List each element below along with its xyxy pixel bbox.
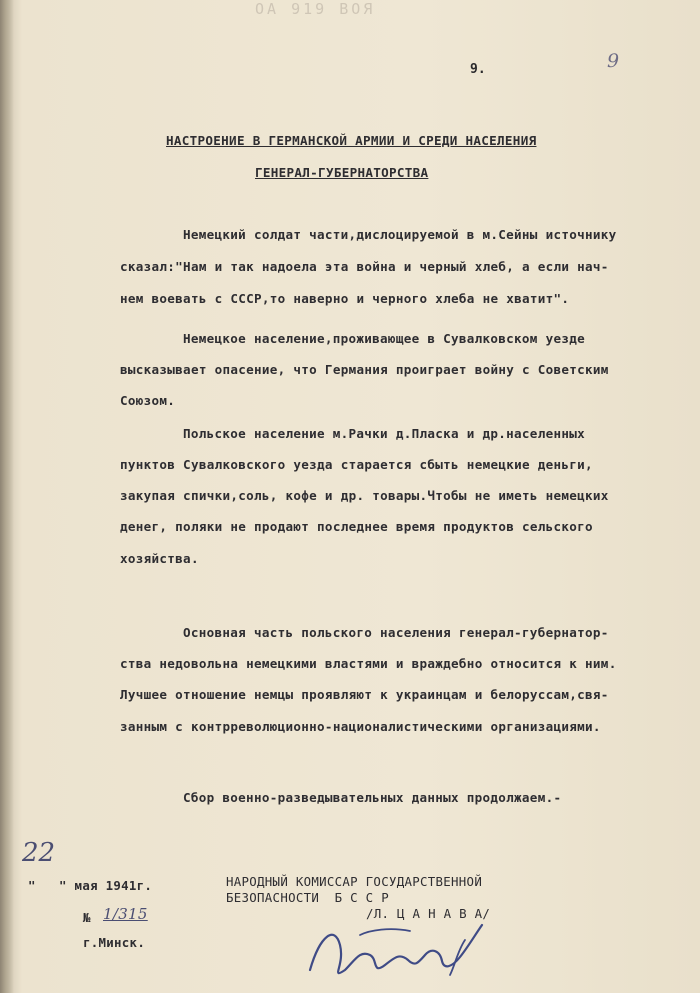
archive-stamp: ОА 919 ВОЯ <box>255 0 376 18</box>
page-number-handwritten: 9 <box>607 50 620 72</box>
page-number-typed: 9. <box>470 62 486 77</box>
paragraph-3-line-5: хозяйства. <box>120 551 199 566</box>
document-title-line2: ГЕНЕРАЛ-ГУБЕРНАТОРСТВА <box>255 165 429 180</box>
signatory-name: /Л. Ц А Н А В А/ <box>366 906 491 921</box>
paragraph-2-line-1: Немецкое население,проживающее в Сувалковском уезде <box>183 331 585 346</box>
margin-handwritten-number: 22 <box>22 838 56 868</box>
document-title-line1: НАСТРОЕНИЕ В ГЕРМАНСКОЙ АРМИИ И СРЕДИ НАСЕЛЕНИЯ <box>166 133 537 148</box>
paragraph-3-line-3: закупая спички,соль, кофе и др. товары.Чтобы не иметь немецких <box>120 488 609 503</box>
paragraph-1-line-1: Немецкий солдат части,дислоцируемой в м.Сейны источнику <box>183 227 617 242</box>
paragraph-3-line-2: пунктов Сувалковского уезда старается сбыть немецкие деньги, <box>120 457 593 472</box>
document-number-value: 1/315 <box>103 905 148 923</box>
signatory-title-line1: НАРОДНЫЙ КОМИССАР ГОСУДАРСТВЕННОЙ <box>226 874 483 889</box>
paragraph-3-line-1: Польское население м.Рачки д.Плаcка и др.населенных <box>183 426 585 441</box>
document-date: " " мая 1941г. <box>28 878 153 893</box>
paragraph-4-line-4: занным с контрреволюционно-националистическими организациями. <box>120 719 601 734</box>
binding-edge <box>0 0 14 993</box>
paragraph-1-line-3: нем воевать с СССР,то наверно и черного хлеба не хватит". <box>120 291 570 306</box>
paragraph-5-line-1: Сбор военно-разведывательных данных продолжаем.- <box>183 790 562 805</box>
signatory-title-line2: БЕЗОПАСНОСТИ Б С С Р <box>226 890 389 905</box>
paragraph-2-line-3: Союзом. <box>120 393 176 408</box>
paragraph-1-line-2: сказал:"Нам и так надоела эта война и черный хлеб, а если нач- <box>120 259 609 274</box>
paragraph-3-line-4: денег, поляки не продают последнее время продуктов сельского <box>120 519 593 534</box>
handwritten-signature <box>300 915 500 990</box>
paragraph-4-line-1: Основная часть польского населения генерал-губернатор- <box>183 625 609 640</box>
paragraph-2-line-2: высказывает опасение, что Германия проиграет войну с Советским <box>120 362 609 377</box>
document-city: г.Минск. <box>83 935 146 950</box>
paragraph-4-line-2: ства недовольна немецкими властями и враждебно относится к ним. <box>120 656 617 671</box>
document-number-prefix: № <box>83 910 91 925</box>
paragraph-4-line-3: Лучшее отношение немцы проявляют к украинцам и белоруссам,свя- <box>120 687 609 702</box>
